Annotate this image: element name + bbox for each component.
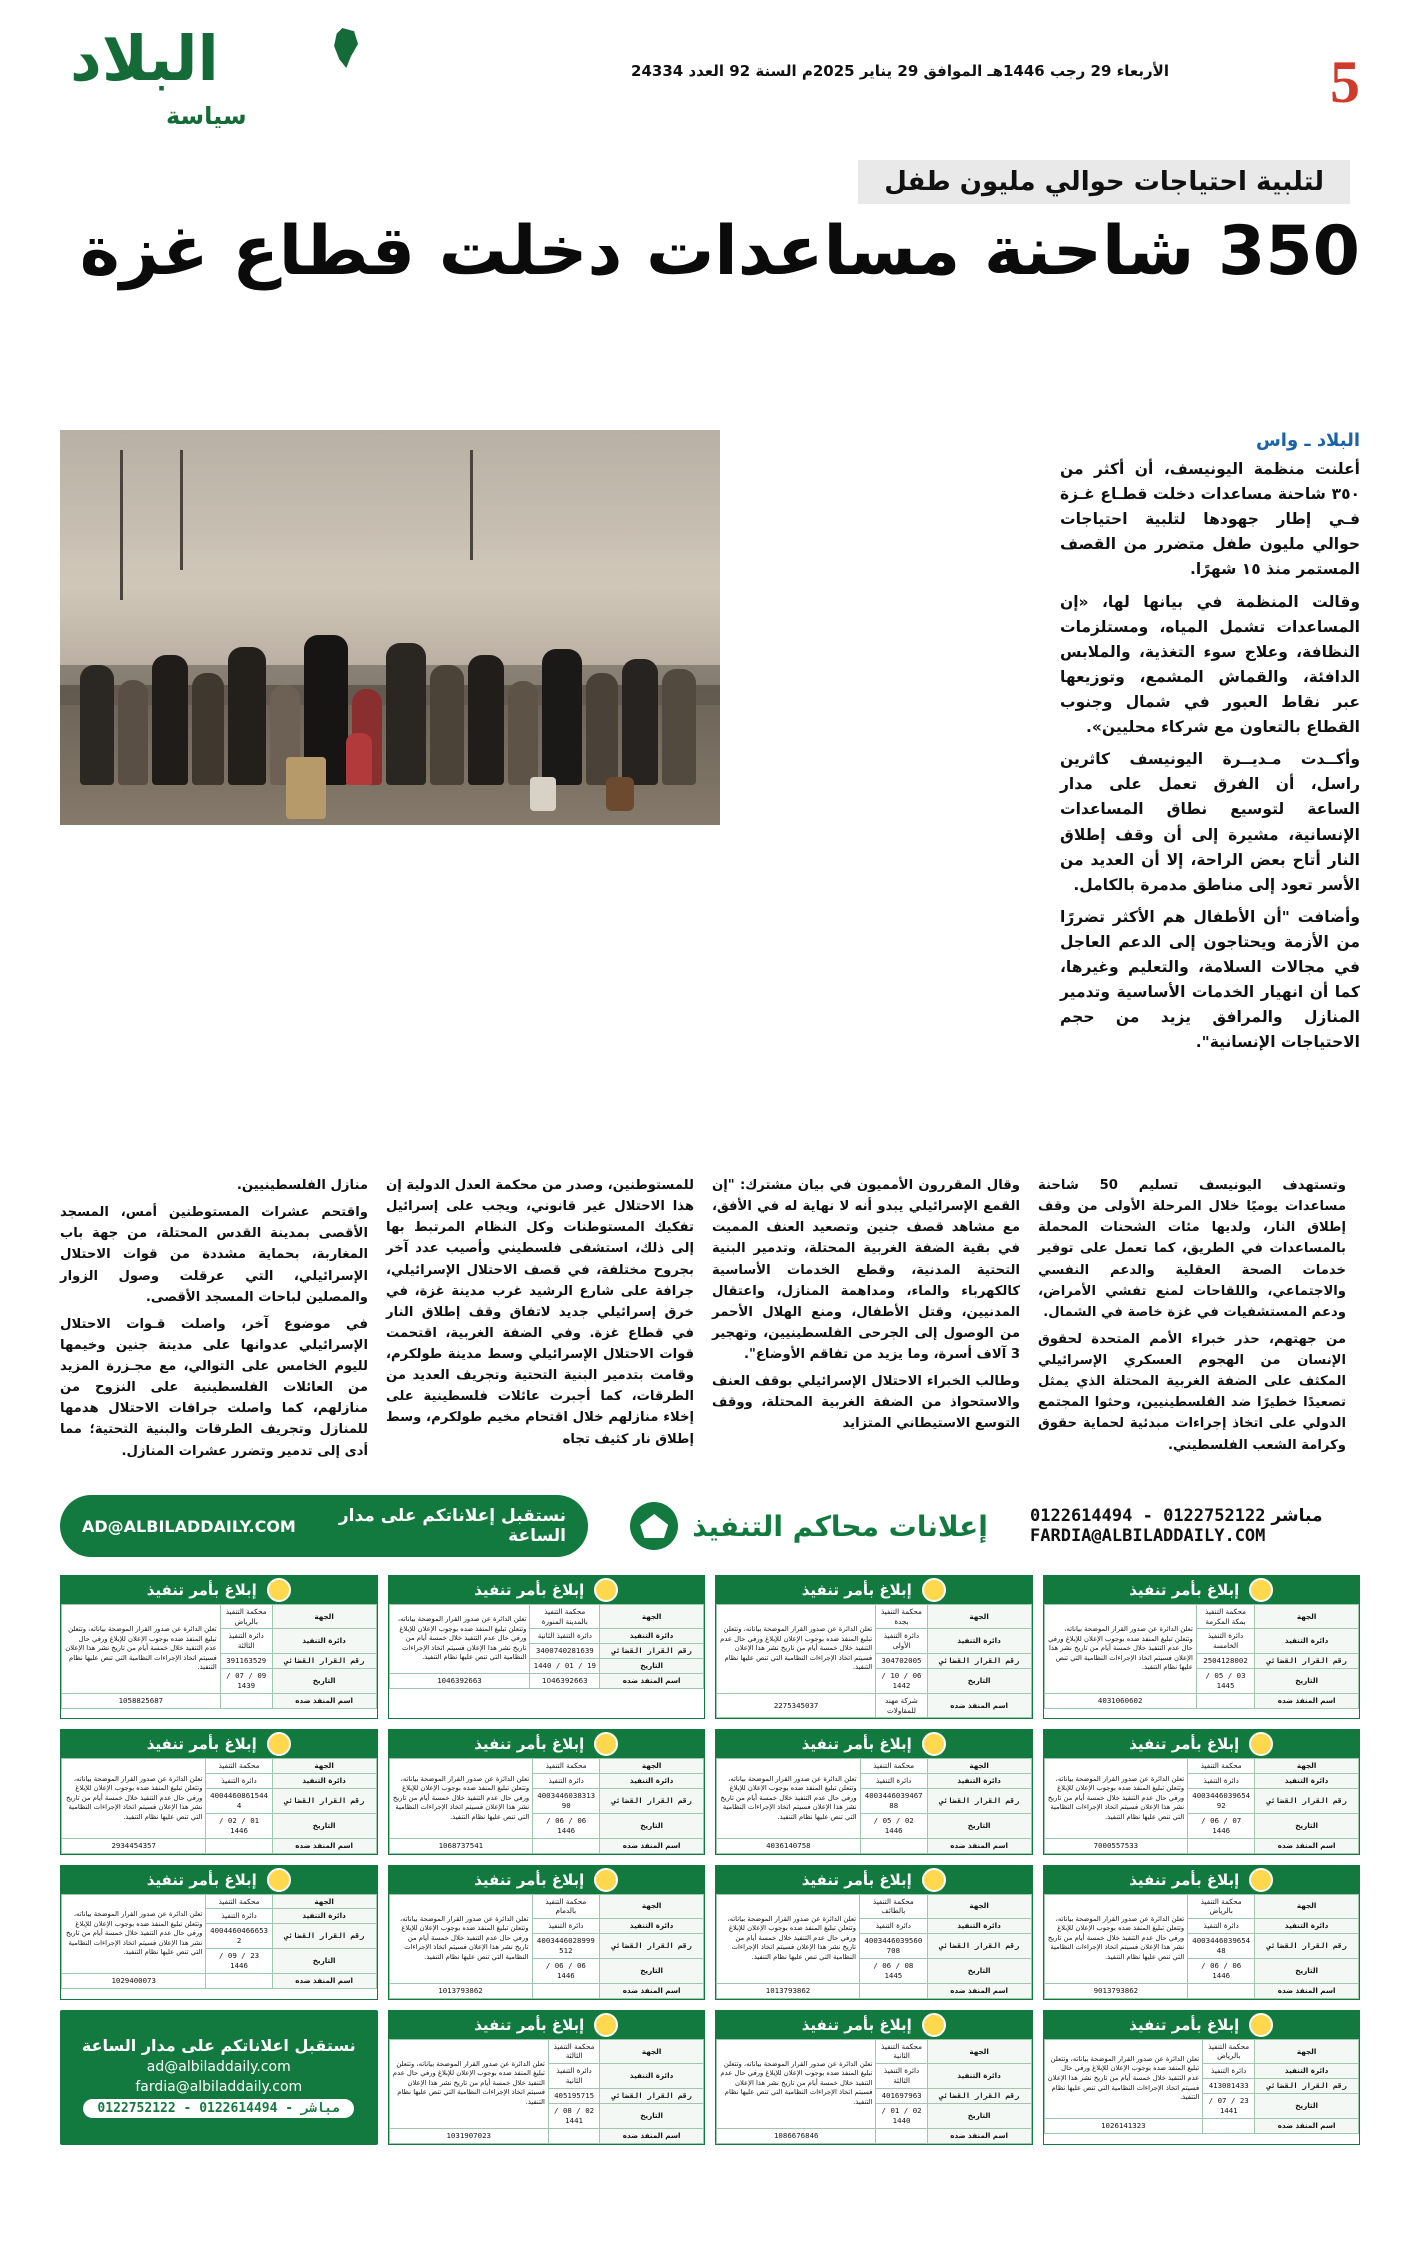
value-exec-no: 9013793862: [1044, 1983, 1188, 1998]
body-paragraph: منازل الفلسطينيين.: [236, 1178, 368, 1193]
value-court: دائرة التنفيذ: [1188, 1919, 1255, 1934]
ads-right-label: نستقبل إعلاناتكم على مدار الساعة: [338, 1506, 566, 1546]
value-case-no: 401697963: [876, 2088, 927, 2103]
label-case-no: رقم القرار القضائي: [600, 1788, 704, 1813]
label-date: التاريخ: [600, 1813, 704, 1838]
notice-header-label: إبلاغ بأمر تنفيذ: [474, 2015, 585, 2034]
value-debtor: [532, 1983, 600, 1998]
seal-icon: [1249, 2013, 1273, 2037]
value-debtor: [533, 1838, 600, 1853]
ads-right-email[interactable]: AD@ALBILADDAILY.COM: [82, 1516, 296, 1536]
label-case-no: رقم القرار القضائي: [272, 1653, 376, 1668]
notice-header-label: إبلاغ بأمر تنفيذ: [1129, 1870, 1240, 1889]
legal-notices-grid: [60, 1575, 1360, 2145]
body-paragraph: واقتحم عشرات المستوطنين أمس، المسجد الأقصى بمدينة القدس المحتلة، من جهة باب المغاربة، بحماية مشددة من قوات الاحتلال الإسرائيلي، التي عرقلت وصول الزوار والمصلين لباحات المسجد الأقصى.: [60, 1205, 368, 1305]
lede-paragraph: أعلنت منظمة اليونيسف، أن أكثر من ٣٥٠ شاحنة مساعدات دخلت قطـاع غـزة فـي إطار جهودها لتلبية احتياجات حوالي مليون طفل متضرر من القصف المستمر منذ ١٥ شهرًا.: [1060, 460, 1360, 579]
label-debtor: اسم المنفذ ضده: [600, 2128, 704, 2143]
notice-body-text: تعلن الدائرة عن صدور القرار الموضحة بياناته، وتتعلن تبليغ المنفذ ضده بوجوب الإعلان للإبلاغ ورفي حال عدم التنفيذ خلال خمسة أيام من تاريخ نشر هذا الإعلان فسيتم اتخاذ الإجراءات النظامية التي تنص عليها نظام التنفيذ.: [389, 1894, 532, 1983]
value-authority: محكمة التنفيذ بجدة: [876, 1605, 928, 1629]
value-debtor: [860, 1838, 927, 1853]
value-case-no: 413081433: [1203, 2078, 1255, 2093]
seal-icon: [594, 1732, 618, 1756]
notice-body-text: تعلن الدائرة عن صدور القرار الموضحة بياناته، وتتعلن تبليغ المنفذ ضده بوجوب الإعلان للإبلاغ ورفي حال عدم التنفيذ خلال خمسة أيام من تاريخ نشر هذا الإعلان فسيتم اتخاذ الإجراءات النظامية التي تنص عليها نظام التنفيذ.: [1044, 1759, 1188, 1838]
value-court: دائرة التنفيذ: [532, 1919, 600, 1934]
notice-header: [716, 1866, 1032, 1894]
label-court: دائرة التنفيذ: [600, 1773, 704, 1788]
label-authority: الجهة: [272, 1894, 376, 1909]
notice-body-text: تعلن الدائرة عن صدور القرار الموضحة بياناته، وتتعلن تبليغ المنفذ ضده بوجوب الإعلان للإبلاغ ورفي حال عدم التنفيذ خلال خمسة أيام من تاريخ نشر هذا الإعلان فسيتم اتخاذ الإجراءات النظامية التي تنص عليها نظام التنفيذ.: [389, 1759, 533, 1838]
notice-header: [389, 1576, 705, 1604]
notice-header-label: إبلاغ بأمر تنفيذ: [474, 1870, 585, 1889]
value-case-no: 304702005: [876, 1653, 928, 1668]
notice-header: [1044, 1576, 1360, 1604]
body-paragraph: وطالب الخبراء الاحتلال الإسرائيلي بوقف العنف والاستحواذ من الضفة الغربية المحتلة، ووقف التوسع الاستيطاني المتزايد: [712, 1374, 1020, 1432]
promo-email-secondary[interactable]: fardia@albiladdaily.com: [135, 2079, 303, 2096]
body-column-4: [1038, 1175, 1346, 1475]
label-authority: الجهة: [927, 1759, 1031, 1774]
notice-body-text: تعلن الدائرة عن صدور القرار الموضحة بياناته، وتتعلن تبليغ المنفذ ضده بوجوب الإعلان للإبلاغ ورفي حال عدم التنفيذ خلال خمسة أيام من تاريخ نشر هذا الإعلان فسيتم اتخاذ الإجراءات النظامية التي تنص عليها نظام التنفيذ.: [1044, 1605, 1196, 1694]
label-authority: الجهة: [600, 1759, 704, 1774]
value-exec-no: 2275345037: [717, 1693, 876, 1717]
label-debtor: اسم المنفذ ضده: [1255, 1693, 1359, 1708]
value-debtor: [206, 1838, 272, 1853]
notice-header-label: إبلاغ بأمر تنفيذ: [146, 1581, 257, 1599]
value-case-no: 2504128002: [1196, 1653, 1254, 1668]
seal-icon: [1249, 1868, 1273, 1892]
notice-body-text: تعلن الدائرة عن صدور القرار الموضحة بياناته، وتتعلن تبليغ المنفذ ضده بوجوب الإعلان للإبلاغ ورفي حال عدم التنفيذ خلال خمسة أيام من تاريخ نشر هذا الإعلان فسيتم اتخاذ الإجراءات النظامية التي تنص عليها نظام التنفيذ.: [717, 1894, 860, 1983]
masthead: [0, 0, 1420, 150]
notice-body-text: تعلن الدائرة عن صدور القرار الموضحة بياناته، وتتعلن تبليغ المنفذ ضده بوجوب الإعلان للإبلاغ ورفي حال عدم التنفيذ خلال خمسة أيام من تاريخ نشر هذا الإعلان فسيتم اتخاذ الإجراءات النظامية التي تنص عليها نظام التنفيذ.: [62, 1605, 221, 1694]
newspaper-logo: [70, 22, 400, 130]
label-court: دائرة التنفيذ: [600, 2064, 704, 2088]
notice-body-text: تعلن الدائرة عن صدور القرار الموضحة بياناته، وتتعلن تبليغ المنفذ ضده بوجوب الإعلان للإبلاغ ورفي حال عدم التنفيذ خلال خمسة أيام من تاريخ نشر هذا الإعلان فسيتم اتخاذ الإجراءات النظامية التي تنص عليها نظام التنفيذ.: [62, 1759, 206, 1838]
label-debtor: اسم المنفذ ضده: [600, 1983, 704, 1998]
notice-card[interactable]: [60, 1729, 378, 1854]
label-date: التاريخ: [927, 1668, 1031, 1693]
value-authority: محكمة التنفيذ الثالثة: [548, 2039, 599, 2063]
label-date: التاريخ: [927, 1813, 1031, 1838]
value-date: 06 / 06 / 1446: [533, 1813, 600, 1838]
body-column-1: [60, 1175, 368, 1475]
value-authority: محكمة التنفيذ بالدمام: [532, 1894, 600, 1918]
label-debtor: اسم المنفذ ضده: [927, 1693, 1031, 1717]
label-case-no: رقم القرار القضائي: [927, 1653, 1031, 1668]
label-date: التاريخ: [927, 1958, 1031, 1983]
value-authority: محكمة التنفيذ: [1188, 1759, 1255, 1774]
value-authority: محكمة التنفيذ بمكة المكرمة: [1196, 1605, 1254, 1629]
value-debtor: [1188, 1983, 1255, 1998]
body-paragraph: للمستوطنين، وصدر من محكمة العدل الدولية إن هذا الاحتلال غير قانوني، ويجب على إسرائيل تفكيك المستوطنات وكل النظام المرتبط بها إلى ذلك، استشفى فلسطيني وأصيب عدد آخر بجروح مختلفة، في قصف الاحتلال الإسرائيلي، جرافة على شارع الرشيد غرب مدينة غزة، في خرق إسرائيلي جديد لاتفاق وقف إطلاق النار في قطاع غزة. وفي الضفة الغربية، اقتحمت قوات الاحتلال الإسرائيلي وسط مدينة طولكرم، وقامت بتدمير البنية التحتية وتجريف العديد من الطرقات، كما أجبرت عائلات فلسطينية على إخلاء منازلهم خلال اقتحام مخيم طولكرم، وسط إطلاق نار كثيف تجاه: [386, 1178, 694, 1447]
label-debtor: اسم المنفذ ضده: [272, 1693, 376, 1708]
notice-card[interactable]: [60, 1865, 378, 2000]
value-date: 23 / 07 / 1441: [1203, 2093, 1255, 2118]
label-authority: الجهة: [600, 1894, 704, 1918]
notice-card[interactable]: [715, 1729, 1033, 1854]
ads-phone-number: 0122752122 - 0122614494: [1030, 1506, 1266, 1526]
value-court: دائرة التنفيذ الأولى: [876, 1629, 928, 1653]
body-column-2: [386, 1175, 694, 1475]
label-debtor: اسم المنفذ ضده: [927, 2128, 1031, 2143]
value-exec-no: 7000557533: [1044, 1838, 1188, 1853]
article-kicker: لتلبية احتياجات حوالي مليون طفل: [858, 160, 1350, 204]
value-date: 23 / 09 / 1446: [206, 1949, 272, 1974]
value-exec-no: 1031907023: [389, 2128, 548, 2143]
label-authority: الجهة: [600, 2039, 704, 2063]
label-date: التاريخ: [272, 1949, 376, 1974]
label-case-no: رقم القرار القضائي: [927, 2088, 1031, 2103]
label-court: دائرة التنفيذ: [600, 1919, 704, 1934]
label-authority: الجهة: [1255, 1894, 1359, 1918]
notice-header-label: إبلاغ بأمر تنفيذ: [801, 2015, 912, 2034]
notice-header: [1044, 1730, 1360, 1758]
label-court: دائرة التنفيذ: [927, 1773, 1031, 1788]
value-authority: محكمة التنفيذ: [206, 1759, 272, 1774]
dateline: الأربعاء 29 رجب 1446هـ الموافق 29 يناير 2025م السنة 92 العدد 24334: [631, 62, 1169, 80]
label-authority: الجهة: [272, 1759, 376, 1774]
seal-icon: [922, 1732, 946, 1756]
article-lede-column: [1060, 430, 1360, 1063]
seal-icon: [267, 1868, 291, 1892]
value-case-no: 4003446039560 708: [860, 1933, 928, 1958]
notice-body-text: تعلن الدائرة عن صدور القرار الموضحة بياناته، وتتعلن تبليغ المنفذ ضده بوجوب الإعلان للإبلاغ ورفي حال عدم التنفيذ خلال خمسة أيام من تاريخ نشر هذا الإعلان فسيتم اتخاذ الإجراءات النظامية التي تنص عليها نظام التنفيذ.: [389, 1605, 530, 1674]
value-date: 02 / 01 / 1440: [876, 2103, 927, 2128]
notice-header-label: إبلاغ بأمر تنفيذ: [801, 1735, 912, 1754]
notice-header: [716, 1730, 1032, 1758]
value-court: دائرة التنفيذ الثالثة: [220, 1629, 272, 1653]
label-case-no: رقم القرار القضائي: [600, 1933, 704, 1958]
notice-body-text: تعلن الدائرة عن صدور القرار الموضحة بياناته، وتتعلن تبليغ المنفذ ضده بوجوب الإعلان للإبلاغ ورفي حال عدم التنفيذ خلال خمسة أيام من تاريخ نشر هذا الإعلان فسيتم اتخاذ الإجراءات النظامية التي تنص عليها نظام التنفيذ.: [389, 2039, 548, 2128]
value-exec-no: 1086676846: [717, 2128, 876, 2143]
label-court: دائرة التنفيذ: [272, 1629, 376, 1653]
body-column-3: [712, 1175, 1020, 1475]
value-debtor: [876, 2128, 927, 2143]
lede-paragraph: وقالت المنظمة في بيانها لها، «إن المساعدات تشمل المياه، ومستلزمات النظافة، وعلاج سوء التغذية، والملابس الدافئة، والقماش المشمع، وتوزيعها عبر نقاط العبور في شمال وجنوب القطاع بالتعاون مع شركاء محليين».: [1060, 592, 1360, 737]
notice-header-label: إبلاغ بأمر تنفيذ: [801, 1581, 912, 1599]
label-case-no: رقم القرار القضائي: [927, 1788, 1031, 1813]
value-date: 06 / 06 / 1446: [532, 1958, 600, 1983]
label-debtor: اسم المنفذ ضده: [1255, 1983, 1359, 1998]
article-headline: 350 شاحنة مساعدات دخلت قطاع غزة: [79, 212, 1360, 291]
ads-section-title: [594, 1495, 1024, 1557]
photo-crowd: [60, 525, 720, 785]
value-case-no: 391163529: [220, 1653, 272, 1668]
label-case-no: رقم القرار القضائي: [927, 1933, 1031, 1958]
logo-wordmark: البلاد: [70, 22, 219, 95]
value-date: 09 / 07 / 1439: [220, 1668, 272, 1693]
ads-left-contact: [1030, 1495, 1360, 1557]
value-debtor: شركة مهند للمقاولات: [876, 1693, 928, 1717]
value-exec-no: 1068737541: [389, 1838, 533, 1853]
label-court: دائرة التنفيذ: [927, 1629, 1031, 1653]
value-exec-no: 1058825687: [62, 1693, 221, 1708]
value-debtor: [1203, 2118, 1255, 2133]
value-debtor: [860, 1983, 928, 1998]
notice-card[interactable]: [715, 1865, 1033, 2000]
notice-card[interactable]: [60, 1575, 378, 1719]
value-authority: محكمة التنفيذ بالمدينة المنورة: [530, 1605, 600, 1629]
label-debtor: اسم المنفذ ضده: [1255, 2118, 1359, 2133]
value-case-no: 4003446039654 92: [1188, 1788, 1255, 1813]
value-authority: محكمة التنفيذ بالرياض: [220, 1605, 272, 1629]
notice-header-label: إبلاغ بأمر تنفيذ: [474, 1735, 585, 1754]
notice-header-label: إبلاغ بأمر تنفيذ: [1129, 1581, 1240, 1599]
label-date: التاريخ: [1255, 1958, 1359, 1983]
value-date: 01 / 02 / 1446: [206, 1813, 272, 1838]
notice-header-label: إبلاغ بأمر تنفيذ: [474, 1581, 585, 1599]
body-paragraph: وتستهدف اليونيسف تسليم 50 شاحنة مساعدات يوميًا خلال المرحلة الأولى من وقف إطلاق النار، ولديها مئات الشحنات المحملة بالمساعدات في الطريق، كما تعمل على توفير خدمات الصحة العقلية والدعم النفسي والاجتماعي، واللقاحات لمنع تفشي الأمراض، ودعم المستشفيات في غزة خاصة في الشمال.: [1038, 1178, 1346, 1320]
value-case-no: 4004460466653 2: [206, 1924, 272, 1949]
notice-header-label: إبلاغ بأمر تنفيذ: [146, 1735, 257, 1754]
value-case-no: 4003446038313 90: [533, 1788, 600, 1813]
value-debtor: 1046392663: [530, 1674, 600, 1689]
label-case-no: رقم القرار القضائي: [1255, 1788, 1359, 1813]
notice-card[interactable]: [715, 1575, 1033, 1719]
value-date: 02 / 05 / 1446: [860, 1813, 927, 1838]
notice-card[interactable]: [388, 1575, 706, 1719]
notice-card[interactable]: [1043, 2010, 1361, 2145]
notice-header-label: إبلاغ بأمر تنفيذ: [801, 1870, 912, 1889]
label-case-no: رقم القرار القضائي: [1255, 1653, 1359, 1668]
value-authority: محكمة التنفيذ: [860, 1759, 927, 1774]
value-exec-no: 1013793862: [717, 1983, 860, 1998]
notice-body-text: تعلن الدائرة عن صدور القرار الموضحة بياناته، وتتعلن تبليغ المنفذ ضده بوجوب الإعلان للإبلاغ ورفي حال عدم التنفيذ خلال خمسة أيام من تاريخ نشر هذا الإعلان فسيتم اتخاذ الإجراءات النظامية التي تنص عليها نظام التنفيذ.: [1044, 1894, 1188, 1983]
value-debtor: [220, 1693, 272, 1708]
label-court: دائرة التنفيذ: [1255, 2064, 1359, 2079]
lede-paragraph: وأكــدت مـديــرة اليونيسف كاثرين راسل، أن الفرق تعمل على مدار الساعة لتوسيع نطاق المساعدات الإنسانية، مشيرة إلى أن وقف إطلاق النار أتاح بعض الراحة، إلا أن العديد من الأسر تعود إلى مناطق مدمرة بالكامل.: [1060, 750, 1360, 894]
label-date: التاريخ: [272, 1813, 376, 1838]
label-court: دائرة التنفيذ: [1255, 1773, 1359, 1788]
value-exec-no: 4031060602: [1044, 1693, 1196, 1708]
label-case-no: رقم القرار القضائي: [600, 2088, 704, 2103]
value-authority: محكمة التنفيذ: [206, 1894, 272, 1909]
value-date: 03 / 05 / 1445: [1196, 1668, 1254, 1693]
court-emblem-icon: [630, 1502, 678, 1550]
value-date: 06 / 06 / 1446: [1188, 1958, 1255, 1983]
label-date: التاريخ: [600, 2103, 704, 2128]
label-court: دائرة التنفيذ: [600, 1629, 704, 1644]
value-authority: محكمة التنفيذ الثانية: [876, 2039, 927, 2063]
value-court: دائرة التنفيذ الثالثة: [876, 2064, 927, 2088]
value-court: دائرة التنفيذ: [533, 1773, 600, 1788]
logo-section-label: سياسة: [166, 102, 247, 130]
label-case-no: رقم القرار القضائي: [600, 1644, 704, 1659]
notice-body-text: تعلن الدائرة عن صدور القرار الموضحة بياناته، وتتعلن تبليغ المنفذ ضده بوجوب الإعلان للإبلاغ ورفي حال عدم التنفيذ خلال خمسة أيام من تاريخ نشر هذا الإعلان فسيتم اتخاذ الإجراءات النظامية التي تنص عليها نظام التنفيذ.: [1044, 2039, 1203, 2118]
label-date: التاريخ: [1255, 1668, 1359, 1693]
notice-card[interactable]: [715, 2010, 1033, 2145]
notice-header-label: إبلاغ بأمر تنفيذ: [146, 1870, 257, 1889]
label-date: التاريخ: [272, 1668, 376, 1693]
value-debtor: [206, 1974, 272, 1989]
ads-right-contact[interactable]: [60, 1495, 588, 1557]
value-court: دائرة التنفيذ: [1203, 2064, 1255, 2079]
label-authority: الجهة: [272, 1605, 376, 1629]
notice-card[interactable]: [388, 1729, 706, 1854]
ads-promo-box[interactable]: [60, 2010, 378, 2145]
hero-photo: [60, 430, 720, 825]
value-date: 06 / 10 / 1442: [876, 1668, 928, 1693]
label-debtor: اسم المنفذ ضده: [1255, 1838, 1359, 1853]
label-authority: الجهة: [1255, 1759, 1359, 1774]
lede-paragraph: وأضافت "أن الأطفال هم الأكثر تضررًا من الأزمة ويحتاجون إلى الدعم العاجل في مجالات السلامة، والتعليم وغيرها، كما أن انهيار الخدمات الأساسية وتدمير المنازل والمرافق يزيد من حجم الاحتياجات الإنسانية".: [1060, 907, 1360, 1052]
label-authority: الجهة: [600, 1605, 704, 1629]
seal-icon: [267, 1578, 291, 1602]
notice-card[interactable]: [1043, 1729, 1361, 1854]
notice-card[interactable]: [388, 1865, 706, 2000]
page-number: 5: [1330, 49, 1360, 115]
value-court: دائرة التنفيذ الثانية: [530, 1629, 600, 1644]
ads-contact-bar: [60, 1495, 1360, 1557]
label-authority: الجهة: [1255, 2039, 1359, 2063]
value-case-no: 4004460861544 4: [206, 1788, 272, 1813]
seal-icon: [594, 1578, 618, 1602]
label-authority: الجهة: [927, 2039, 1031, 2063]
label-debtor: اسم المنفذ ضده: [927, 1983, 1031, 1998]
value-case-no: 4003446028999 512: [532, 1933, 600, 1958]
notice-body-text: تعلن الدائرة عن صدور القرار الموضحة بياناته، وتتعلن تبليغ المنفذ ضده بوجوب الإعلان للإبلاغ ورفي حال عدم التنفيذ خلال خمسة أيام من تاريخ نشر هذا الإعلان فسيتم اتخاذ الإجراءات النظامية التي تنص عليها نظام التنفيذ.: [717, 1759, 861, 1838]
label-case-no: رقم القرار القضائي: [1255, 2078, 1359, 2093]
value-authority: محكمة التنفيذ بالطائف: [860, 1894, 928, 1918]
notice-header: [389, 2011, 705, 2039]
ads-direct-label: مباشر: [1271, 1506, 1323, 1526]
value-exec-no: 4036140758: [717, 1838, 861, 1853]
label-date: التاريخ: [1255, 1813, 1359, 1838]
notice-header: [1044, 1866, 1360, 1894]
label-debtor: اسم المنفذ ضده: [272, 1974, 376, 1989]
value-exec-no: 1029400073: [62, 1974, 206, 1989]
value-court: دائرة التنفيذ الخامسة: [1196, 1629, 1254, 1653]
notice-card[interactable]: [1043, 1575, 1361, 1719]
value-debtor: [548, 2128, 599, 2143]
value-authority: محكمة التنفيذ: [533, 1759, 600, 1774]
notice-header: [716, 1576, 1032, 1604]
value-case-no: 4003446039467 88: [860, 1788, 927, 1813]
notice-card[interactable]: [388, 2010, 706, 2145]
value-exec-no: 2934454357: [62, 1838, 206, 1853]
notice-body-text: تعلن الدائرة عن صدور القرار الموضحة بياناته، وتتعلن تبليغ المنفذ ضده بوجوب الإعلان للإبلاغ ورفي حال عدم التنفيذ خلال خمسة أيام من تاريخ نشر هذا الإعلان فسيتم اتخاذ الإجراءات النظامية التي تنص عليها نظام التنفيذ.: [62, 1894, 206, 1973]
seal-icon: [1249, 1732, 1273, 1756]
label-debtor: اسم المنفذ ضده: [600, 1674, 704, 1689]
value-authority: محكمة التنفيذ بالرياض: [1203, 2039, 1255, 2063]
label-case-no: رقم القرار القضائي: [272, 1924, 376, 1949]
notice-header: [61, 1866, 377, 1894]
value-debtor: [1188, 1838, 1255, 1853]
value-date: 02 / 08 / 1441: [548, 2103, 599, 2128]
label-court: دائرة التنفيذ: [927, 1919, 1031, 1934]
body-paragraph: في موضوع آخر، واصلت قـوات الاحتلال الإسرائيلي عدوانها على مدينة جنين وخيمها لليوم الخامس على التوالي، مع مجـزرة المزيد من العائلات الفلسطينية على النزوح من منازلهم، كما واصلت جرافات الاحتلال هدمها للمنازل وتجريف الطرقات والبنية التحتية؛ مما أدى إلى تدمير وتضرر عشرات المنازل.: [60, 1316, 368, 1459]
label-court: دائرة التنفيذ: [927, 2064, 1031, 2088]
article-body-columns: [60, 1175, 1360, 1475]
notice-header: [1044, 2011, 1360, 2039]
notice-header: [389, 1730, 705, 1758]
ads-left-phone[interactable]: [1030, 1506, 1360, 1526]
value-case-no: 4003446039654 48: [1188, 1933, 1255, 1958]
label-court: دائرة التنفيذ: [1255, 1629, 1359, 1653]
value-exec-no: 1026141323: [1044, 2118, 1203, 2133]
notice-header-label: إبلاغ بأمر تنفيذ: [1129, 1735, 1240, 1754]
notice-header: [61, 1730, 377, 1758]
label-case-no: رقم القرار القضائي: [1255, 1933, 1359, 1958]
label-date: التاريخ: [600, 1659, 704, 1674]
ads-left-email[interactable]: FARDIA@ALBILADDAILY.COM: [1030, 1526, 1266, 1546]
label-authority: الجهة: [927, 1605, 1031, 1629]
seal-icon: [1249, 1578, 1273, 1602]
value-court: دائرة التنفيذ: [860, 1919, 928, 1934]
value-date: 08 / 06 / 1445: [860, 1958, 928, 1983]
notice-card[interactable]: [1043, 1865, 1361, 2000]
notice-header: [389, 1866, 705, 1894]
seal-icon: [594, 1868, 618, 1892]
value-court: دائرة التنفيذ: [860, 1773, 927, 1788]
body-paragraph: وقال المقررون الأمميون في بيان مشترك: "إن القمع الإسرائيلي يبدو أنه لا نهاية له في الأفق، مع مشاهد قصف جنين وتصعيد العنف المميت في بقية الضفة الغربية المحتلة، وتدمير البنية التحتية المدنية، وقطع الخدمات الأساسية كالكهرباء والماء، ومداهمة المنازل، واعتقال المدنيين، وقتل الأطفال، ومنع الهلال الأحمر من الوصول إلى الجرحى الفلسطينيين، وتهجير 3 آلاف أسرة، وما يزيد من تفاقم الأوضاع".: [712, 1178, 1020, 1362]
byline: البلاد ـ واس: [1255, 430, 1360, 451]
notice-header: [61, 1576, 377, 1604]
label-authority: الجهة: [927, 1894, 1031, 1918]
seal-icon: [922, 1578, 946, 1602]
notice-header: [716, 2011, 1032, 2039]
value-court: دائرة التنفيذ الثانية: [548, 2064, 599, 2088]
label-debtor: اسم المنفذ ضده: [600, 1838, 704, 1853]
promo-line-1: نستقبل اعلاناتكم على مدار الساعة: [81, 2036, 356, 2056]
value-court: دائرة التنفيذ: [206, 1773, 272, 1788]
label-case-no: رقم القرار القضائي: [272, 1788, 376, 1813]
label-date: التاريخ: [1255, 2093, 1359, 2118]
label-debtor: اسم المنفذ ضده: [272, 1838, 376, 1853]
value-case-no: 405195715: [548, 2088, 599, 2103]
label-court: دائرة التنفيذ: [1255, 1919, 1359, 1934]
label-debtor: اسم المنفذ ضده: [927, 1838, 1031, 1853]
promo-phone[interactable]: مباشر - 0122614494 - 0122752122: [83, 2099, 354, 2118]
value-debtor: [1196, 1693, 1254, 1708]
notice-body-text: تعلن الدائرة عن صدور القرار الموضحة بياناته، وتتعلن تبليغ المنفذ ضده بوجوب الإعلان للإبلاغ ورفي حال عدم التنفيذ خلال خمسة أيام من تاريخ نشر هذا الإعلان فسيتم اتخاذ الإجراءات النظامية التي تنص عليها نظام التنفيذ.: [717, 1605, 876, 1694]
value-date: 07 / 06 / 1446: [1188, 1813, 1255, 1838]
label-court: دائرة التنفيذ: [272, 1909, 376, 1924]
value-authority: محكمة التنفيذ بالرياض: [1188, 1894, 1255, 1918]
value-exec-no: 1013793862: [389, 1983, 532, 1998]
seal-icon: [267, 1732, 291, 1756]
value-court: دائرة التنفيذ: [1188, 1773, 1255, 1788]
notice-header-label: إبلاغ بأمر تنفيذ: [1129, 2015, 1240, 2034]
value-exec-no: 1046392663: [389, 1674, 530, 1689]
seal-icon: [594, 2013, 618, 2037]
label-authority: الجهة: [1255, 1605, 1359, 1629]
notice-body-text: تعلن الدائرة عن صدور القرار الموضحة بياناته، وتتعلن تبليغ المنفذ ضده بوجوب الإعلان للإبلاغ ورفي حال عدم التنفيذ خلال خمسة أيام من تاريخ نشر هذا الإعلان فسيتم اتخاذ الإجراءات النظامية التي تنص عليها نظام التنفيذ.: [717, 2039, 876, 2128]
body-paragraph: من جهتهم، حذر خبراء الأمم المتحدة لحقوق الإنسان من الهجوم العسكري الإسرائيلي المكثف على الضفة الغربية المحتلة الذي يمثل تصعيدًا خطيرًا ضد الفلسطينيين، وحثوا المجتمع الدولي على اتخاذ إجراءات مبدئية لحماية حقوق وكرامة الشعب الفلسطيني.: [1038, 1331, 1346, 1453]
seal-icon: [922, 2013, 946, 2037]
label-court: دائرة التنفيذ: [272, 1773, 376, 1788]
seal-icon: [922, 1868, 946, 1892]
label-date: التاريخ: [600, 1958, 704, 1983]
value-date: 19 / 01 / 1440: [530, 1659, 600, 1674]
label-date: التاريخ: [927, 2103, 1031, 2128]
promo-email-primary[interactable]: ad@albiladdaily.com: [146, 2059, 291, 2076]
value-case-no: 3400740281639: [530, 1644, 600, 1659]
ads-title-text: إعلانات محاكم التنفيذ: [692, 1509, 988, 1543]
value-court: دائرة التنفيذ: [206, 1909, 272, 1924]
